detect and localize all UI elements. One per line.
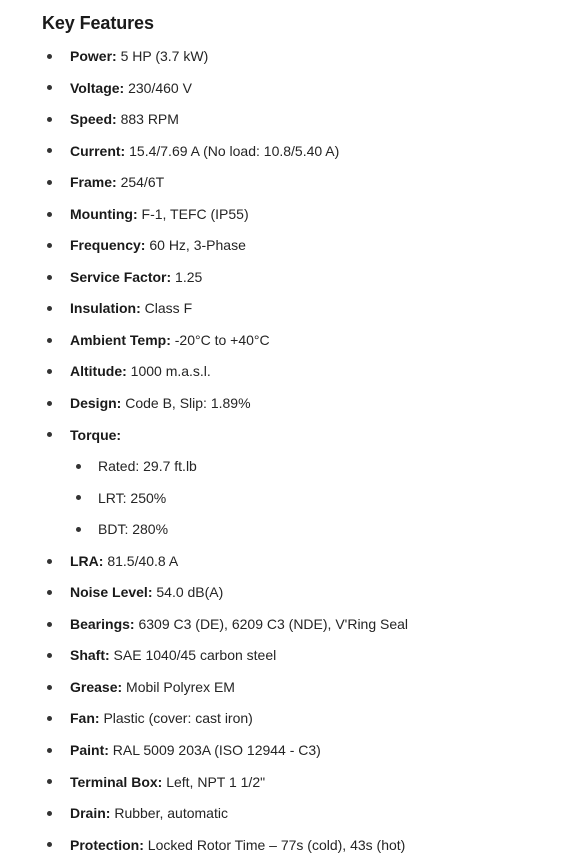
feature-value: 5 HP (3.7 kW) <box>116 48 209 64</box>
feature-label: Protection: <box>70 836 144 853</box>
feature-label: Paint: <box>70 742 109 759</box>
feature-label: Noise Level: <box>70 584 153 601</box>
torque-lrt <box>42 483 408 515</box>
bullet-icon <box>47 369 52 374</box>
feature-value: Plastic (cover: cast iron) <box>99 710 253 727</box>
sub-feature-text: Rated: 29.7 ft.lb <box>98 458 197 475</box>
feature-current <box>42 136 408 168</box>
section-heading: Key Features <box>42 13 154 33</box>
feature-value: Mobil Polyrex EM <box>122 678 235 695</box>
bullet-icon <box>47 653 52 658</box>
bullet-icon <box>47 401 52 406</box>
feature-label: Mounting: <box>70 205 138 222</box>
feature-design <box>42 388 408 420</box>
feature-value: 6309 C3 (DE), 6209 C3 (NDE), V'Ring Seal <box>134 615 409 632</box>
bullet-icon <box>76 527 81 532</box>
feature-voltage <box>42 73 408 105</box>
feature-value: 1.25 <box>171 268 203 285</box>
feature-label: Shaft: <box>70 647 110 664</box>
feature-label: Fan: <box>70 710 100 727</box>
feature-speed <box>42 104 408 136</box>
feature-service-factor <box>42 262 408 294</box>
feature-label: Design: <box>70 395 122 412</box>
feature-value: 230/460 V <box>124 79 192 96</box>
torque-sub-group <box>42 451 408 546</box>
sub-feature-text: BDT: 280% <box>98 521 169 538</box>
bullet-icon <box>47 117 52 122</box>
bullet-icon <box>47 779 52 784</box>
feature-protection <box>42 830 408 862</box>
feature-mounting <box>42 199 408 231</box>
torque-rated <box>42 451 408 483</box>
bullet-icon <box>47 559 52 564</box>
feature-label: Voltage: <box>70 79 125 96</box>
feature-value: 81.5/40.8 A <box>103 552 179 569</box>
bullet-icon <box>47 243 52 248</box>
feature-list <box>42 41 408 861</box>
feature-label: Drain: <box>70 805 111 822</box>
feature-paint <box>42 735 408 767</box>
feature-label: Speed: <box>70 111 117 128</box>
bullet-icon <box>47 54 52 59</box>
feature-drain <box>42 798 408 830</box>
feature-label: Ambient Temp: <box>70 331 171 348</box>
bullet-icon <box>47 622 52 627</box>
feature-label: Power: <box>70 48 117 64</box>
bullet-icon <box>47 432 52 437</box>
key-features-section <box>42 11 562 853</box>
feature-label: Bearings: <box>70 615 135 632</box>
feature-label: Terminal Box: <box>70 773 163 790</box>
feature-label: Frequency: <box>70 237 146 254</box>
bullet-icon <box>76 464 81 469</box>
feature-insulation <box>42 293 408 325</box>
feature-value: Code B, Slip: 1.89% <box>121 395 251 412</box>
feature-value: Class F <box>140 300 193 317</box>
bullet-icon <box>76 495 81 500</box>
feature-grease <box>42 672 408 704</box>
feature-shaft <box>42 640 408 672</box>
feature-value: 1000 m.a.s.l. <box>126 363 211 380</box>
feature-frame <box>42 167 408 199</box>
feature-power <box>42 41 408 73</box>
bullet-icon <box>47 685 52 690</box>
feature-lra <box>42 546 408 578</box>
bullet-icon <box>47 275 52 280</box>
feature-value: Locked Rotor Time – 77s (cold), 43s (hot) <box>143 836 406 853</box>
feature-label: Altitude: <box>70 363 127 380</box>
bullet-icon <box>47 180 52 185</box>
feature-frequency <box>42 230 408 262</box>
feature-fan <box>42 703 408 735</box>
bullet-icon <box>47 716 52 721</box>
feature-value: Rubber, automatic <box>110 805 228 822</box>
feature-label: LRA: <box>70 552 104 569</box>
feature-label: Frame: <box>70 174 117 191</box>
feature-label: Service Factor: <box>70 268 172 285</box>
feature-value: SAE 1040/45 carbon steel <box>109 647 277 664</box>
bullet-icon <box>47 338 52 343</box>
feature-terminal-box <box>42 767 408 799</box>
bullet-icon <box>47 842 52 847</box>
feature-value: 254/6T <box>116 174 165 191</box>
feature-value: -20°C to +40°C <box>170 331 270 348</box>
feature-value: 60 Hz, 3-Phase <box>145 237 246 254</box>
feature-altitude <box>42 356 408 388</box>
feature-label: Grease: <box>70 678 123 695</box>
bullet-icon <box>47 212 52 217</box>
feature-value: F-1, TEFC (IP55) <box>137 205 249 222</box>
torque-bdt <box>42 514 408 546</box>
feature-ambient-temp <box>42 325 408 357</box>
sub-feature-text: LRT: 250% <box>98 489 167 506</box>
feature-value: 15.4/7.69 A (No load: 10.8/5.40 A) <box>125 142 340 159</box>
bullet-icon <box>47 306 52 311</box>
feature-torque <box>42 420 408 452</box>
feature-label: Torque: <box>70 426 122 443</box>
feature-value: Left, NPT 1 1/2" <box>162 773 266 790</box>
bullet-icon <box>47 748 52 753</box>
torque-sub-list <box>42 451 408 546</box>
feature-value: RAL 5009 203A (ISO 12944 - C3) <box>108 742 321 759</box>
feature-value: 883 RPM <box>116 111 179 128</box>
bullet-icon <box>47 590 52 595</box>
feature-bearings <box>42 609 408 641</box>
feature-value: 54.0 dB(A) <box>152 584 224 601</box>
bullet-icon <box>47 85 52 90</box>
bullet-icon <box>47 811 52 816</box>
feature-label: Insulation: <box>70 300 141 317</box>
bullet-icon <box>47 148 52 153</box>
feature-noise-level <box>42 577 408 609</box>
feature-label: Current: <box>70 142 126 159</box>
